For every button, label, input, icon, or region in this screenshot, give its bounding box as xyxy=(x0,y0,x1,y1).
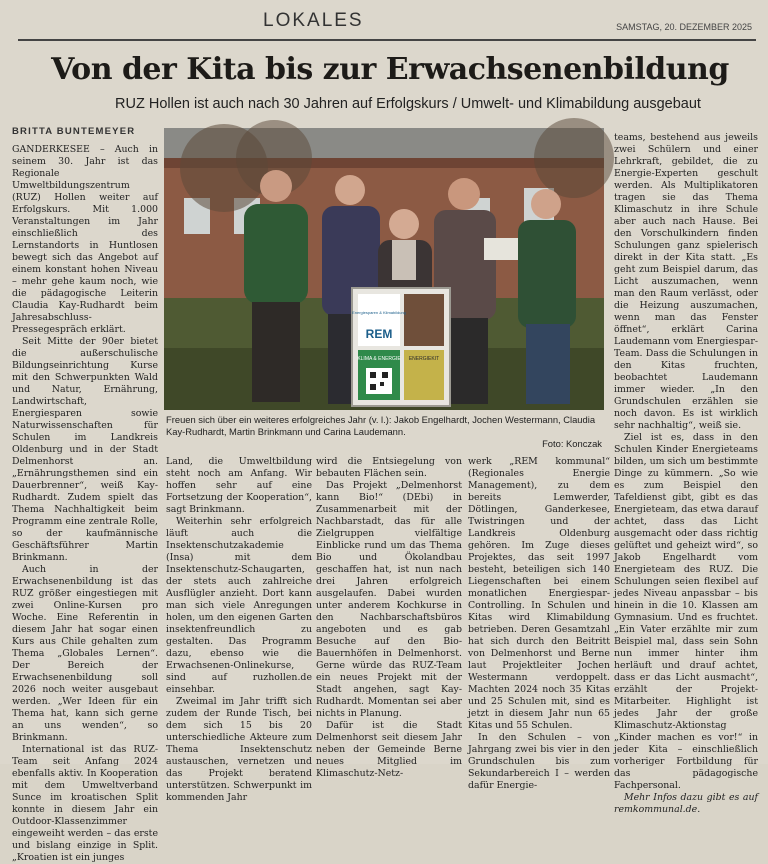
poster-title: REM xyxy=(365,327,393,341)
paragraph: Land, die Umweltbildung steht noch am Anfang. Wir hoffen sehr auf eine Fortsetzung der Kooperation“, sagt Brinkmann. xyxy=(166,456,312,515)
paragraph: Ziel ist es, dass in den Schulen Kinder Energieteams bilden, um sich um bestimmte Dinge zu kümmern. „So wie es zum Beispiel den Tafeldienst gibt, gibt es das Energieteam, das etwa darauf achtet, dass das Licht ausgemacht oder dass richtig gelüftet und geheizt wird“, so Jakob Engelhardt vom Energieteam des RUZ. Die Schulungen seien flexibel auf jedes Niveau anpassbar – bis hinein in die 10. Klassen am Gymnasium. Und es fruchtet. „Ein Vater erzählte mir zum Beispiel mal, dass sein Sohn nun immer hinter ihm herläuft und drauf achtet, dass er das Licht ausmacht“, erzählt der Projekt-Mitarbeiter. Highlight ist jedes Jahr der große Klimaschutz-Aktionstag „Kinder machen es vor!“ in jeder Kita – einschließlich vorheriger Fortbildung für das pädagogische Fachpersonal. xyxy=(614,432,758,791)
more-info-line: Mehr Infos dazu gibt es auf remkommunal.de. xyxy=(614,792,758,815)
paragraph: Weiterhin sehr erfolgreich läuft auch die Insektenschutzakademie (Insa) mit dem Insektenschutz-Schaugarten, der stets auch zahlreiche Ausflügler anzieht. Dort kann man sich viele Anregungen holen, um den eigenen Garten insektenfreundlich zu gestalten. Das Programm dazu, ebenso wie die Erwachsenen-Onlinekurse, sind auf ruzhollen.de einsehbar. xyxy=(166,516,312,695)
header-rule xyxy=(18,39,756,41)
paragraph: Dafür ist die Stadt Delmenhorst seit diesem Jahr neben der Gemeinde Berne neues Mitglied im Klimaschutz-Netz- xyxy=(316,720,462,779)
poster-panel-label: KLIMA & ENERGIE xyxy=(357,356,401,362)
photo-credit: Foto: Konczak xyxy=(542,438,602,449)
paragraph: Seit Mitte der 90er bietet die außerschulische Bildungseinrichtung Kurse mit den Schwerpunkten Wald und Natur, Ernährung, Landwirtschaft, Energiesparen sowie Naturwissenschaften für Schulen im Landkreis Oldenburg und in der Stadt Delmenhorst an. „Ernährungsthemen sind ein Dauerbrenner“, weiß Kay-Rudhardt. Zudem spielt das Thema Nachhaltigkeit beim Programm eine zentrale Rolle, so der kaufmännische Geschäftsführer Martin Brinkmann. xyxy=(12,336,158,563)
article-column-4 xyxy=(468,456,610,791)
caption-text: Freuen sich über ein weiteres erfolgreiches Jahr (v. l.): Jakob Engelhardt, Jochen Westermann, Claudia Kay-Rudhardt, Martin Brinkmann und Carina Laudemann. xyxy=(166,414,596,437)
page-header xyxy=(0,0,768,40)
paragraph: werk „REM kommunal“ (Regionales Energie Management), zu dem bereits Lemwerder, Dötlingen, Ganderkesee, Twistringen und der Landkreis Oldenburg gehören. Im Zuge dieses Projektes, das seit 1997 besteht, beteiligen sich 140 Liegenschaften bei einem monatlichen Energiespar-Controlling. In Schulen und Kitas wird Klimabildung betrieben. Deren Gesamtzahl hat sich durch den Beitritt von Delmenhorst und Berne laut Projektleiter Jochen Westermann verdoppelt. Machten 2024 noch 35 Kitas und 25 Schulen mit, sind es jetzt in diesem Jahr nun 65 Kitas und 55 Schulen. xyxy=(468,456,610,731)
article-headline: Von der Kita bis zur Erwachsenenbildung xyxy=(51,52,729,87)
article-subhead: RUZ Hollen ist auch nach 30 Jahren auf Erfolgskurs / Umwelt- und Klimabildung ausgebaut xyxy=(115,96,701,112)
paragraph: teams, bestehend aus jeweils zwei Schülern und einer Lehrkraft, gebildet, die zu Energie-Experten geschult werden. Als Multiplikatoren tragen sie das Thema Klimaschutz in ihre Schule aber auch nach Hause. Bei den Vorschulkindern finden Schulungen ganz spielerisch direkt in der Kita statt. „Es geht zum Beispiel darum, das Licht auszumachen, wenn man den Raum verlässt, oder die Heizung auszumachen, wenn man das Fenster öffnet“, erklärt Carina Laudemann vom Energiespar-Team. Dass die Schulungen in den Kitas fruchten, beobachtet Laudemann immer wieder. „In den Grundschulen erzählen sie noch davon. Es ist wirklich sehr nachhaltig“, weiß sie. xyxy=(614,132,758,431)
article-column-1 xyxy=(12,144,158,863)
paragraph: GANDERKESEE – Auch in seinem 30. Jahr ist das Regionale Umweltbildungszentrum (RUZ) Hollen weiter auf Erfolgskurs. Mit 1.000 Veranstaltungen im Jahr einschließlich des Lernstandorts in Huntlosen bewegt sich das Angebot auf einem konstant hohen Niveau – mehr gehe kaum noch, wie die pädagogische Leiterin Claudia Kay-Rudhardt beim Jahresabschluss-Pressegespräch erklärt. xyxy=(12,144,158,335)
paragraph: Auch in der Erwachsenenbildung ist das RUZ größer eingestiegen mit zwei Online-Kursen pro Woche. Eine Referentin in diesem Jahr hat sogar einen Kurs aus Chile gehalten zum Thema „Globales Lernen“. Der Bereich der Erwachsenenbildung soll 2026 noch weiter ausgebaut werden. „Wer Ideen für ein Thema hat, kann sich gerne an uns wenden“, so Brinkmann. xyxy=(12,564,158,743)
article-column-3 xyxy=(316,456,462,779)
poster-subtitle: Energiesparen & Klimabildung xyxy=(352,310,406,315)
qr-code-icon xyxy=(366,368,392,394)
section-title: LOKALES xyxy=(263,10,364,31)
article-column-5 xyxy=(614,132,758,815)
paragraph: In den Schulen – von Jahrgang zwei bis vier in den Grundschulen bis zum Sekundarbereich I – werden dafür Energie- xyxy=(468,732,610,791)
paragraph: Das Projekt „Delmenhorst kann Bio!“ (DEbi) in Zusammenarbeit mit der Nachbarstadt, das für alle Zielgruppen vielfältige Einblicke rund um das Thema Bio und Ökolandbau geschaffen hat, ist nun nach drei Jahren erfolgreich ausgelaufen. Dabei wurden unter anderem Kochkurse in den Nachbarschaftsbüros angeboten und es gab Besuche auf den Bio-Bauernhöfen in Delmenhorst. Gerne würde das RUZ-Team ein neues Projekt mit der Stadt angehen, sagt Kay-Rudhardt. Momentan sei aber nichts in Planung. xyxy=(316,480,462,719)
photo-illustration xyxy=(164,128,604,410)
article-photo xyxy=(164,128,604,410)
photo-caption xyxy=(166,414,602,450)
article-column-2 xyxy=(166,456,312,803)
issue-date: SAMSTAG, 20. DEZEMBER 2025 xyxy=(616,22,752,32)
author-byline: BRITTA BUNTEMEYER xyxy=(12,126,136,137)
paragraph: International ist das RUZ-Team seit Anfang 2024 ebenfalls aktiv. In Kooperation mit dem Umweltverband Sunce im kroatischen Split konnte in diesem Jahr ein Outdoor-Klassenzimmer eingeweiht werden – das erste und bislang einzige in Split. „Kroatien ist ein junges xyxy=(12,744,158,863)
paragraph: Zweimal im Jahr trifft sich zudem der Runde Tisch, bei dem sich 15 bis 20 unterschiedliche Akteure zum Thema Insektenschutz austauschen, vernetzen und das Projekt beratend unterstützen. Schwerpunkt im kommenden Jahr xyxy=(166,696,312,803)
poster-panel-label-2: ENERGIEKIT xyxy=(408,356,440,362)
paragraph: wird die Entsiegelung von bebauten Flächen sein. xyxy=(316,456,462,479)
